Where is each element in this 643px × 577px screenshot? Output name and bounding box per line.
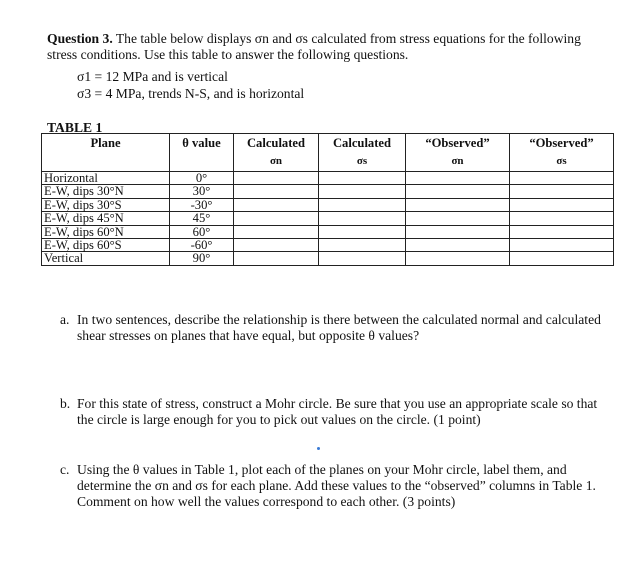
table-row xyxy=(42,185,614,198)
calc-normal-cell[interactable] xyxy=(234,252,319,265)
calc-shear-cell[interactable] xyxy=(319,239,406,252)
table-label: TABLE 1 xyxy=(47,120,103,135)
table-row xyxy=(42,172,614,185)
question-c-label: c. xyxy=(60,462,70,477)
question-b-label: b. xyxy=(60,396,71,411)
obs-normal-cell[interactable] xyxy=(406,212,510,225)
calc-shear-cell[interactable] xyxy=(319,185,406,198)
stress-table xyxy=(41,133,614,266)
table-row xyxy=(42,239,614,252)
header-plane: Plane xyxy=(42,134,170,156)
header-observed-normal: “Observed” xyxy=(406,134,510,156)
header-observed-shear: “Observed” xyxy=(510,134,614,156)
obs-normal-cell[interactable] xyxy=(406,239,510,252)
obs-shear-cell[interactable] xyxy=(510,198,614,211)
symbol-cell xyxy=(170,155,234,172)
calc-normal-cell[interactable] xyxy=(234,212,319,225)
question-b-text: For this state of stress, construct a Mohr circle. Be sure that you use an appropriate scale so that the circle is large enough for you to pick out values on the circle. (1 point) xyxy=(77,396,598,427)
obs-shear-cell[interactable] xyxy=(510,225,614,238)
calc-shear-cell[interactable] xyxy=(319,198,406,211)
symbol-sigma-s: σs xyxy=(319,155,406,172)
calc-normal-cell[interactable] xyxy=(234,198,319,211)
question-a-label: a. xyxy=(60,312,70,327)
stress-condition-2: σ3 = 4 MPa, trends N-S, and is horizontal xyxy=(77,86,305,101)
symbol-sigma-n: σn xyxy=(234,155,319,172)
obs-shear-cell[interactable] xyxy=(510,239,614,252)
calc-normal-cell[interactable] xyxy=(234,185,319,198)
header-calculated-normal: Calculated xyxy=(234,134,319,156)
theta-cell: 60° xyxy=(170,225,234,238)
question-a xyxy=(60,312,603,344)
obs-shear-cell[interactable] xyxy=(510,185,614,198)
calc-shear-cell[interactable] xyxy=(319,252,406,265)
header-calculated-shear: Calculated xyxy=(319,134,406,156)
plane-cell: Vertical xyxy=(42,252,170,265)
table-row xyxy=(42,212,614,225)
theta-cell: 0° xyxy=(170,172,234,185)
calc-shear-cell[interactable] xyxy=(319,212,406,225)
question-c xyxy=(60,462,603,510)
obs-normal-cell[interactable] xyxy=(406,198,510,211)
theta-cell: 45° xyxy=(170,212,234,225)
plane-cell: E-W, dips 60°N xyxy=(42,225,170,238)
plane-cell: Horizontal xyxy=(42,172,170,185)
calc-shear-cell[interactable] xyxy=(319,172,406,185)
question-b xyxy=(60,396,603,428)
question-c-text: Using the θ values in Table 1, plot each of the planes on your Mohr circle, label them, and determine the σn and σs for each plane. Add these values to the “observed” columns in Table 1. Comment on how well the values correspond to each other. (3 points) xyxy=(77,462,596,509)
theta-cell: -60° xyxy=(170,239,234,252)
plane-cell: E-W, dips 60°S xyxy=(42,239,170,252)
header-theta: θ value xyxy=(170,134,234,156)
question-label: Question 3. xyxy=(47,31,113,46)
symbol-cell xyxy=(42,155,170,172)
theta-cell: 90° xyxy=(170,252,234,265)
obs-shear-cell[interactable] xyxy=(510,212,614,225)
plane-cell: E-W, dips 45°N xyxy=(42,212,170,225)
obs-normal-cell[interactable] xyxy=(406,172,510,185)
symbol-sigma-n: σn xyxy=(406,155,510,172)
question-a-text: In two sentences, describe the relationship is there between the calculated normal and calculated shear stresses on planes that have equal, but opposite θ values? xyxy=(77,312,601,343)
calc-shear-cell[interactable] xyxy=(319,225,406,238)
theta-cell: 30° xyxy=(170,185,234,198)
obs-normal-cell[interactable] xyxy=(406,225,510,238)
theta-cell: -30° xyxy=(170,198,234,211)
calc-normal-cell[interactable] xyxy=(234,239,319,252)
question-intro xyxy=(47,31,607,63)
obs-shear-cell[interactable] xyxy=(510,252,614,265)
table-row xyxy=(42,198,614,211)
cursor-dot xyxy=(317,447,320,450)
question-text: The table below displays σn and σs calculated from stress equations for the following stress conditions. Use this table to answer the following questions. xyxy=(47,31,581,62)
symbol-sigma-s: σs xyxy=(510,155,614,172)
calc-normal-cell[interactable] xyxy=(234,172,319,185)
stress-condition-1: σ1 = 12 MPa and is vertical xyxy=(77,69,228,84)
plane-cell: E-W, dips 30°S xyxy=(42,198,170,211)
plane-cell: E-W, dips 30°N xyxy=(42,185,170,198)
obs-normal-cell[interactable] xyxy=(406,252,510,265)
table-row xyxy=(42,225,614,238)
obs-shear-cell[interactable] xyxy=(510,172,614,185)
table-row xyxy=(42,252,614,265)
obs-normal-cell[interactable] xyxy=(406,185,510,198)
calc-normal-cell[interactable] xyxy=(234,225,319,238)
